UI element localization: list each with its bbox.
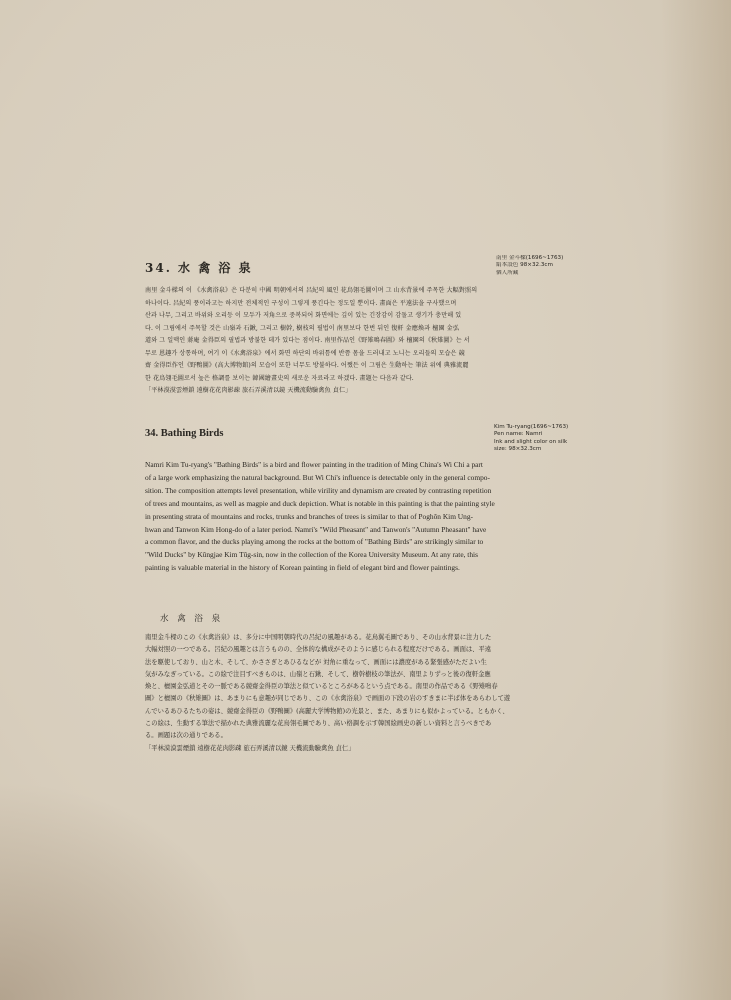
text-line: 한 花鳥翎毛圖로서 높은 格調를 보이는 韓國繪畫史의 새로운 자료라고 하겠다. 畫題는 다음과 같다. [145, 374, 414, 382]
text-line: 하나이다. 呂紀의 풍이라고는 하지만 전체적인 구성이 그렇게 풍긴다는 정도일 뿐이다. 畫面은 平遠法을 구사했으며 [145, 299, 457, 307]
english-title: 34. Bathing Birds [145, 428, 224, 439]
korean-title: 34. 水 禽 浴 泉 [145, 261, 253, 275]
text-line: 気がみなぎっている。この絵で注目すべきものは、山嶺と石鍬、そして、樹幹樹枝の筆法が、南里よりずっと後の復軒金應 [145, 670, 491, 678]
text-line: 무로 恩趣가 상통하며, 여기 이《水禽浴泉》에서 화면 하단의 바위틈에 반쯤 몸을 드러내고 노니는 오리들의 모습은 競 [145, 349, 465, 357]
japanese-title: 水 禽 浴 泉 [160, 614, 224, 624]
text-line: 南里金斗樑のこの《水禽浴泉》は、多分に中国明朝時代の呂紀の風趣がある。花鳥翼毛圖であり、その山水背景に注力した [145, 634, 492, 641]
korean-description [145, 285, 585, 398]
text-line: 道와 그 일맥인 蔣庵 金得臣의 필법과 방불한 데가 있다는 점이다. 南里作品인《野雉鳴春圖》와 檀園의《秋雉圖》는 서 [145, 337, 470, 344]
text-line: in presenting strata of mountains and rocks, trunks and branches of trees is similar to that of Poghŏn Kim Ung- [145, 511, 473, 521]
text-line: 다. 이 그림에서 주목할 것은 山嶺과 石鍬, 그리고 樹幹, 樹枝의 필법이 南里보다 한번 뒤인 復軒 金應煥과 檀園 金弘 [145, 324, 460, 332]
text-line: of trees and mountains, as well as magpie and duck depiction. What is notable in this painting is that the painting style [145, 498, 495, 508]
text-line: of a large work emphasizing the natural background. But Wi Chi's influence is detectable only in the general compo- [145, 472, 490, 482]
text-line: んでいるあひるたちの姿は、競齋金得臣の《野鴨圖》(高麗大学博物館)の光景と、また、あまりにも似かよっている。ともかく、 [145, 707, 509, 715]
page-stain-right [661, 0, 731, 1000]
text-line: る。画題は次の通りである。 [145, 732, 227, 740]
poem-line: 「平林漠漠雲煙鎖 遠樹花花肉影疎 旅石弄溪清以鏡 天機流動驗禽魚 貞仁」 [145, 387, 352, 394]
text-line: 圖》と檀園の《秋雉圖》は、あまりにも意趣が同じであり、この《水禽浴泉》で画面の下段の岩のすきまに半ば体をあらわして遊 [145, 695, 511, 703]
text-line: 齋 金得臣作인《野鴨圖》(高大博物館)의 모습이 또한 너무도 방불하다. 어쨌든 이 그림은 生動하는 筆法 위에 典雅流麗 [145, 362, 469, 369]
english-artwork-meta [494, 424, 568, 454]
poem-line: 「平林漠漠雲煙鎖 遠樹花花肉影疎 旅石弄溪清以鏡 天機流動驗禽魚 貞仁」 [145, 744, 355, 752]
text-line: painting is valuable material in the history of Korean painting in field of elegant bird and flower paintings. [145, 563, 460, 573]
text-line: 大幅対照の一つである。呂紀の風趣とは言うものの、全体的な構成がそのように感じられる程度だけである。画面は、平遠 [145, 646, 492, 654]
text-line: 煥と、檀園金弘道とその一脈である競齋金得臣の筆法と似ているところがあるという点である。南里の作品である《野雉鳴春 [145, 683, 498, 691]
meta-line: Kim Tu-ryang(1696~1763) [494, 424, 569, 430]
meta-line: 絹本設色 98×32.3cm [496, 262, 553, 269]
meta-line: 南里 金斗樑(1696~1763) [496, 255, 564, 261]
text-line: a common flavor, and the ducks playing among the rocks at the bottom of "Bathing Birds" are strikingly similar to [145, 537, 484, 547]
meta-line: 個人所藏 [496, 269, 519, 276]
text-line: 南里 金斗樑의 이 《水禽浴泉》은 다분히 中國 明朝에서의 呂紀의 風인 花鳥翎毛圖이며 그 山水背景에 주목한 大幅對照의 [145, 287, 478, 294]
meta-line: Ink and slight color on silk [494, 438, 568, 445]
korean-artwork-meta [496, 255, 563, 277]
text-line: Namri Kim Tu-ryang's "Bathing Birds" is a bird and flower painting in the tradition of Ming China's Wi Chi a part [145, 460, 483, 469]
text-line: 산과 나무, 그리고 바위와 오리등 이 모두가 저角으로 중복되어 화면에는 깊이 있는 긴장감이 감돌고 생기가 충만해 있 [145, 312, 462, 319]
meta-line: size: 98×32.3cm [494, 446, 542, 453]
page-stain-bottom-left [0, 780, 260, 1000]
english-description [145, 459, 593, 575]
text-line: sition. The composition attempts level presentation, while virility and dynamism are created by contrasting repetition [145, 485, 492, 495]
text-line: hwan and Tanwon Kim Hong-do of a later period. Namri's "Wild Pheasant" and Tanwon's "Autumn Pheasant" have [145, 524, 487, 534]
text-line: 法を駆使しており、山と木、そして、かささぎとあひるなどが 対角に重なって、画面には濃度がある緊張感がただよい生 [145, 658, 487, 666]
text-line: "Wild Ducks" by Kŭngjae Kim Tŭg-sin, now in the collection of the Korea University Museum. At any rate, this [145, 550, 478, 560]
text-line: この絵は、生動する筆法で描かれた典雅流麗な花鳥翎毛圖であり、高い格調を示す韓国絵画史の新しい資料と言うべきであ [145, 720, 492, 728]
japanese-description [145, 632, 590, 755]
meta-line: Pen name: Namri [494, 431, 543, 438]
